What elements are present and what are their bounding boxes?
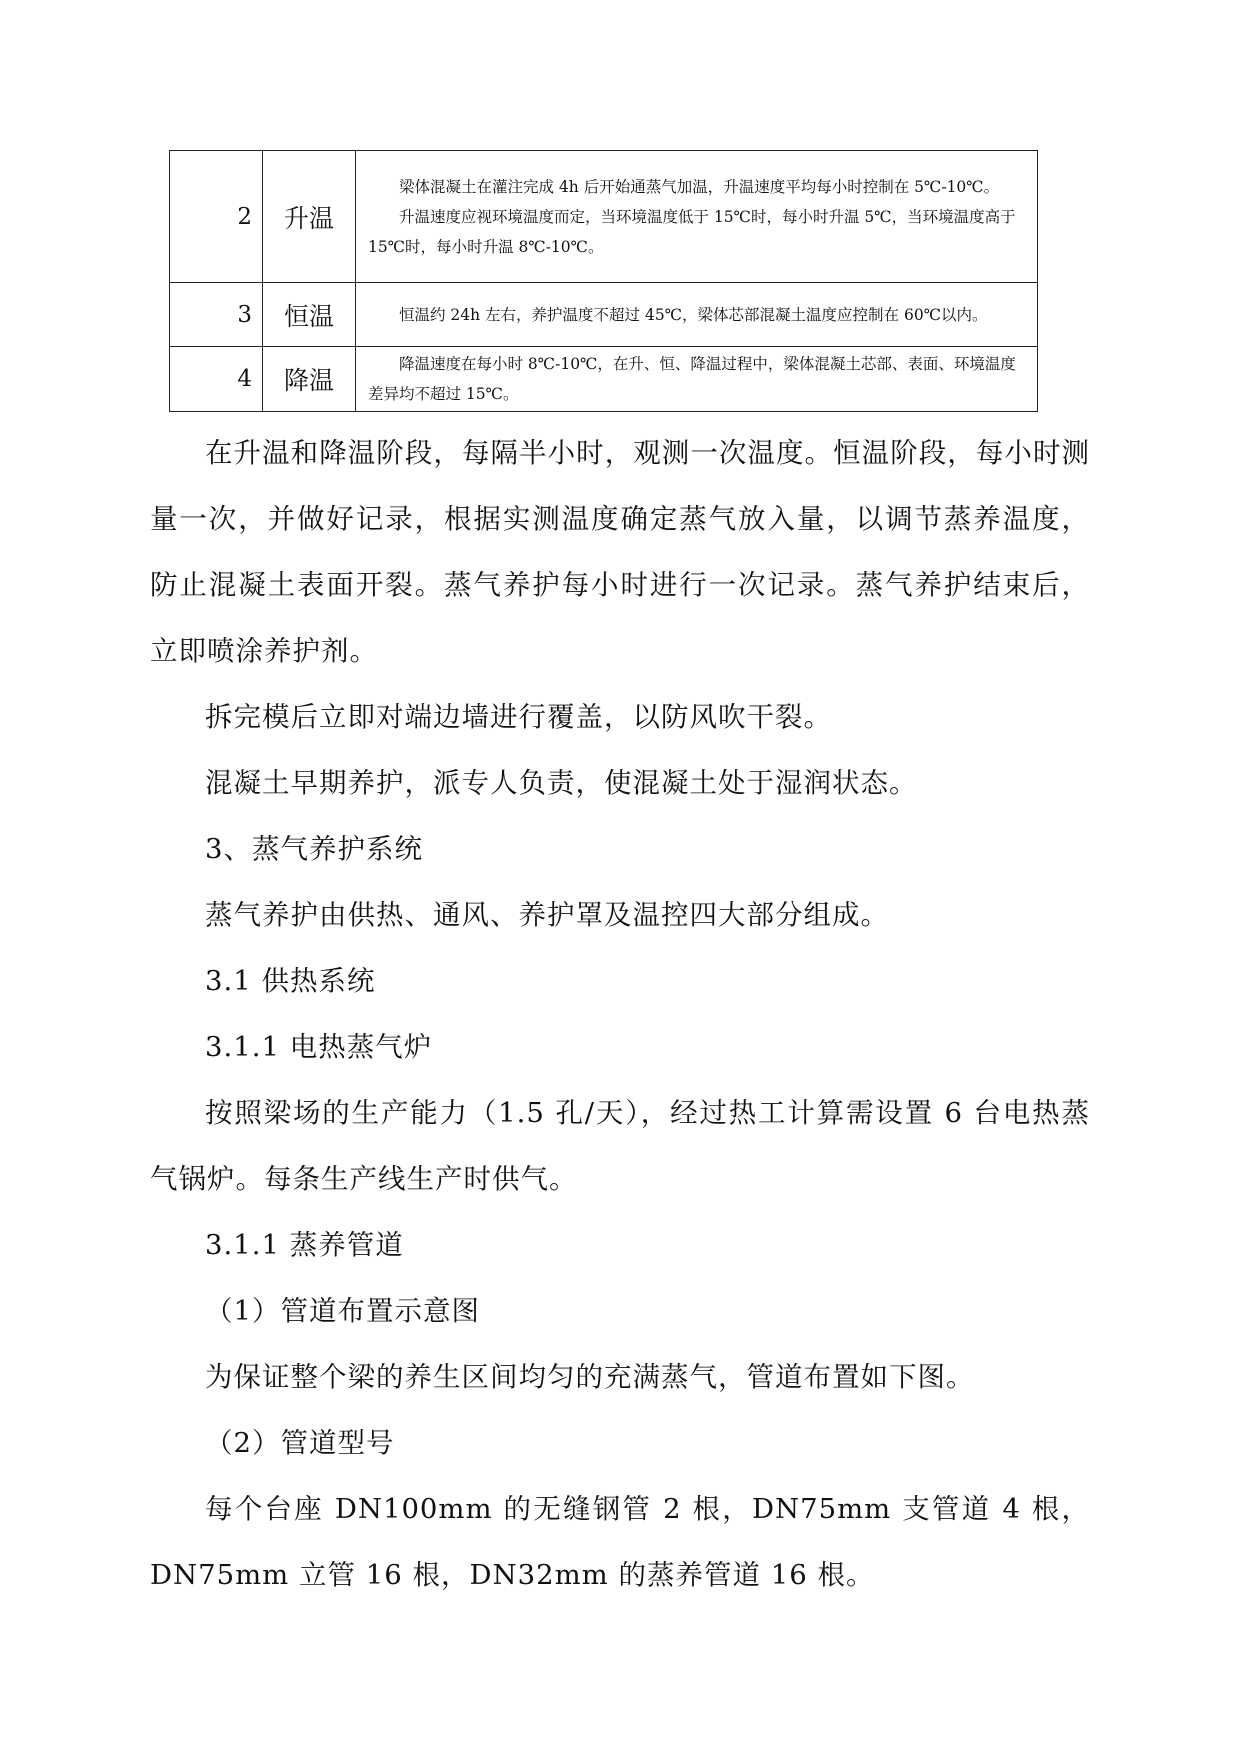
subsection-heading-boiler: 3.1.1 电热蒸气炉 <box>205 1031 433 1063</box>
paragraph-system-composition: 蒸气养护由供热、通风、养护罩及温控四大部分组成。 <box>205 899 889 931</box>
row-number: 2 <box>170 151 263 283</box>
description-paragraph: 降温速度在每小时 8℃-10℃，在升、恒、降温过程中，梁体混凝土芯部、表面、环境温度差异均不超过 15℃。 <box>368 355 1016 403</box>
table-row <box>170 347 1038 412</box>
subsection-heading-pipes: 3.1.1 蒸养管道 <box>205 1229 404 1261</box>
item-heading-pipe-layout: （1）管道布置示意图 <box>205 1295 480 1327</box>
paragraph-boiler-count: 按照梁场的生产能力（1.5 孔/天），经过热工计算需设置 6 台电热蒸气锅炉。每条生产线生产时供气。 <box>150 1097 1090 1195</box>
subsection-heading-heating: 3.1 供热系统 <box>205 965 376 997</box>
stage-name: 降温 <box>263 347 356 412</box>
stage-description <box>356 347 1038 412</box>
table-row <box>170 283 1038 347</box>
description-paragraph: 恒温约 24h 左右，养护温度不超过 45℃，梁体芯部混凝土温度应控制在 60℃以内。 <box>399 305 988 324</box>
table-row <box>170 151 1038 283</box>
description-paragraph: 梁体混凝土在灌注完成 4h 后开始通蒸气加温，升温速度平均每小时控制在 5℃-10℃。 <box>399 177 1000 196</box>
body-text <box>150 420 1090 1608</box>
paragraph-temperature-monitoring: 在升温和降温阶段，每隔半小时，观测一次温度。恒温阶段，每小时测量一次，并做好记录，根据实测温度确定蒸气放入量，以调节蒸养温度，防止混凝土表面开裂。蒸气养护每小时进行一次记录。蒸气养护结束后，立即喷涂养护剂。 <box>150 437 1090 667</box>
row-number: 4 <box>170 347 263 412</box>
paragraph-pipe-layout: 为保证整个梁的养生区间均匀的充满蒸气，管道布置如下图。 <box>205 1361 975 1393</box>
stage-description <box>356 283 1038 347</box>
paragraph-pipe-models: 每个台座 DN100mm 的无缝钢管 2 根，DN75mm 支管道 4 根，DN75mm 立管 16 根，DN32mm 的蒸养管道 16 根。 <box>150 1493 1090 1591</box>
paragraph-formwork-cover: 拆完模后立即对端边墙进行覆盖，以防风吹干裂。 <box>205 701 832 733</box>
paragraph-early-curing: 混凝土早期养护，派专人负责，使混凝土处于湿润状态。 <box>205 767 918 799</box>
row-number: 3 <box>170 283 263 347</box>
stage-name: 升温 <box>263 151 356 283</box>
item-heading-pipe-models: （2）管道型号 <box>205 1427 395 1459</box>
stage-name: 恒温 <box>263 283 356 347</box>
stage-description <box>356 151 1038 283</box>
steam-curing-stage-table <box>169 150 1038 412</box>
section-heading-steam-system: 3、蒸气养护系统 <box>205 833 423 865</box>
description-paragraph: 升温速度应视环境温度而定，当环境温度低于 15℃时，每小时升温 5℃，当环境温度高于 15℃时，每小时升温 8℃-10℃。 <box>368 207 1016 256</box>
